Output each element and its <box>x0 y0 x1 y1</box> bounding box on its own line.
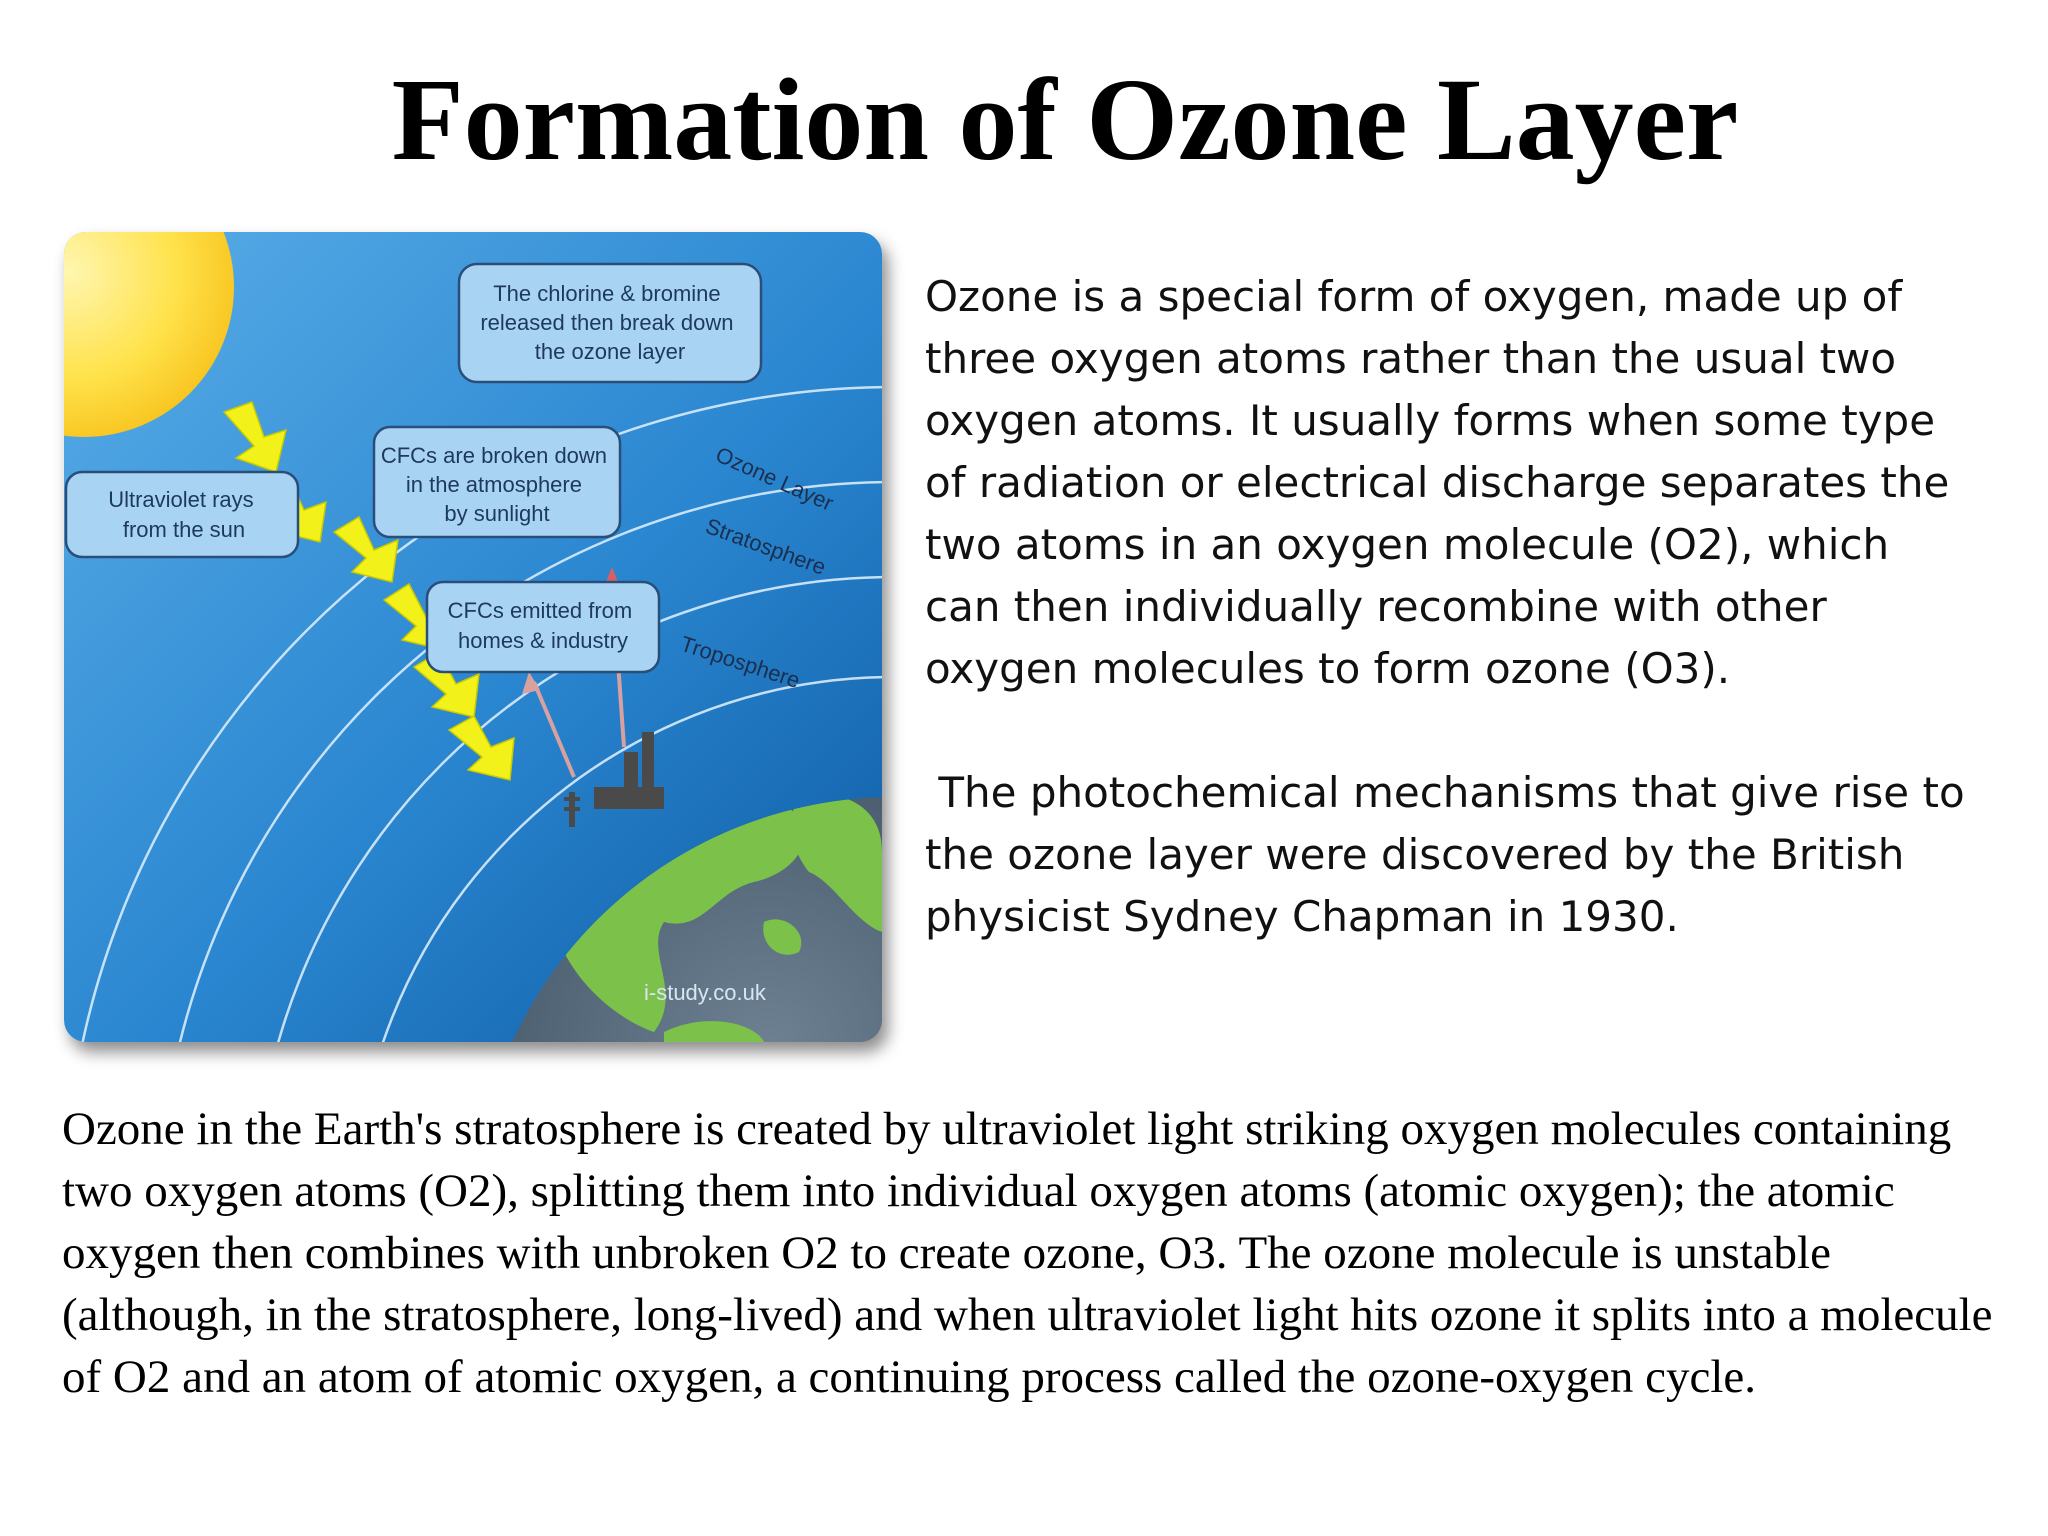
callout-cfc-broken-line-1: CFCs are broken down <box>380 443 608 468</box>
bottom-paragraph: Ozone in the Earth's stratosphere is created by ultraviolet light striking oxygen molecules containing two oxygen atoms (O2), splitting them into individual oxygen atoms (atomic oxygen); the atomic oxygen then combines with unbroken O2 to create ozone, O3. The ozone molecule is unstable (although, in the stratosphere, long-lived) and when ultraviolet light hits ozone it splits into a molecule of O2 and an atom of atomic oxygen, a continuing process called the ozone-oxygen cycle. <box>62 1103 1993 1403</box>
callout-uv-line-1: Ultraviolet rays <box>108 487 254 512</box>
callout-cfc-broken-line-3: by sunlight <box>444 501 550 526</box>
layer-label-ozone: Ozone Layer <box>711 441 838 516</box>
slide-title: Formation of Ozone Layer <box>391 54 1739 185</box>
ozone-diagram <box>64 232 882 1042</box>
callout-chlorine <box>459 264 761 382</box>
callout-uv-line-2: from the sun <box>122 517 246 542</box>
callout-cfc-broken <box>374 427 620 537</box>
watermark: i-study.co.uk <box>644 980 766 1005</box>
callout-chlorine-line-1: The chlorine & bromine <box>493 281 721 306</box>
callout-cfc-emitted-line-2: homes & industry <box>458 628 628 653</box>
side-paragraph-2: The photochemical mechanisms that give rise to the ozone layer were discovered by the British physicist Sydney Chapman in 1930. <box>925 768 1979 941</box>
side-text <box>925 266 1979 948</box>
callout-chlorine-line-3: the ozone layer <box>534 339 686 364</box>
callout-cfc-broken-line-2: in the atmosphere <box>405 472 582 497</box>
callout-cfc-emitted-line-1: CFCs emitted from <box>447 598 633 623</box>
layer-label-stratosphere: Stratosphere <box>702 513 830 580</box>
callout-cfc-emitted <box>427 582 659 672</box>
callout-uv <box>66 472 298 557</box>
callout-chlorine-line-2: released then break down <box>480 310 734 335</box>
side-paragraph-1: Ozone is a special form of oxygen, made up of three oxygen atoms rather than the usual two oxygen atoms. It usually forms when some type of radiation or electrical discharge separates the two atoms in an oxygen molecule (O2), which can then individually recombine with other oxygen molecules to form ozone (O3). <box>925 272 1950 693</box>
layer-label-troposphere: Troposphere <box>677 630 804 694</box>
